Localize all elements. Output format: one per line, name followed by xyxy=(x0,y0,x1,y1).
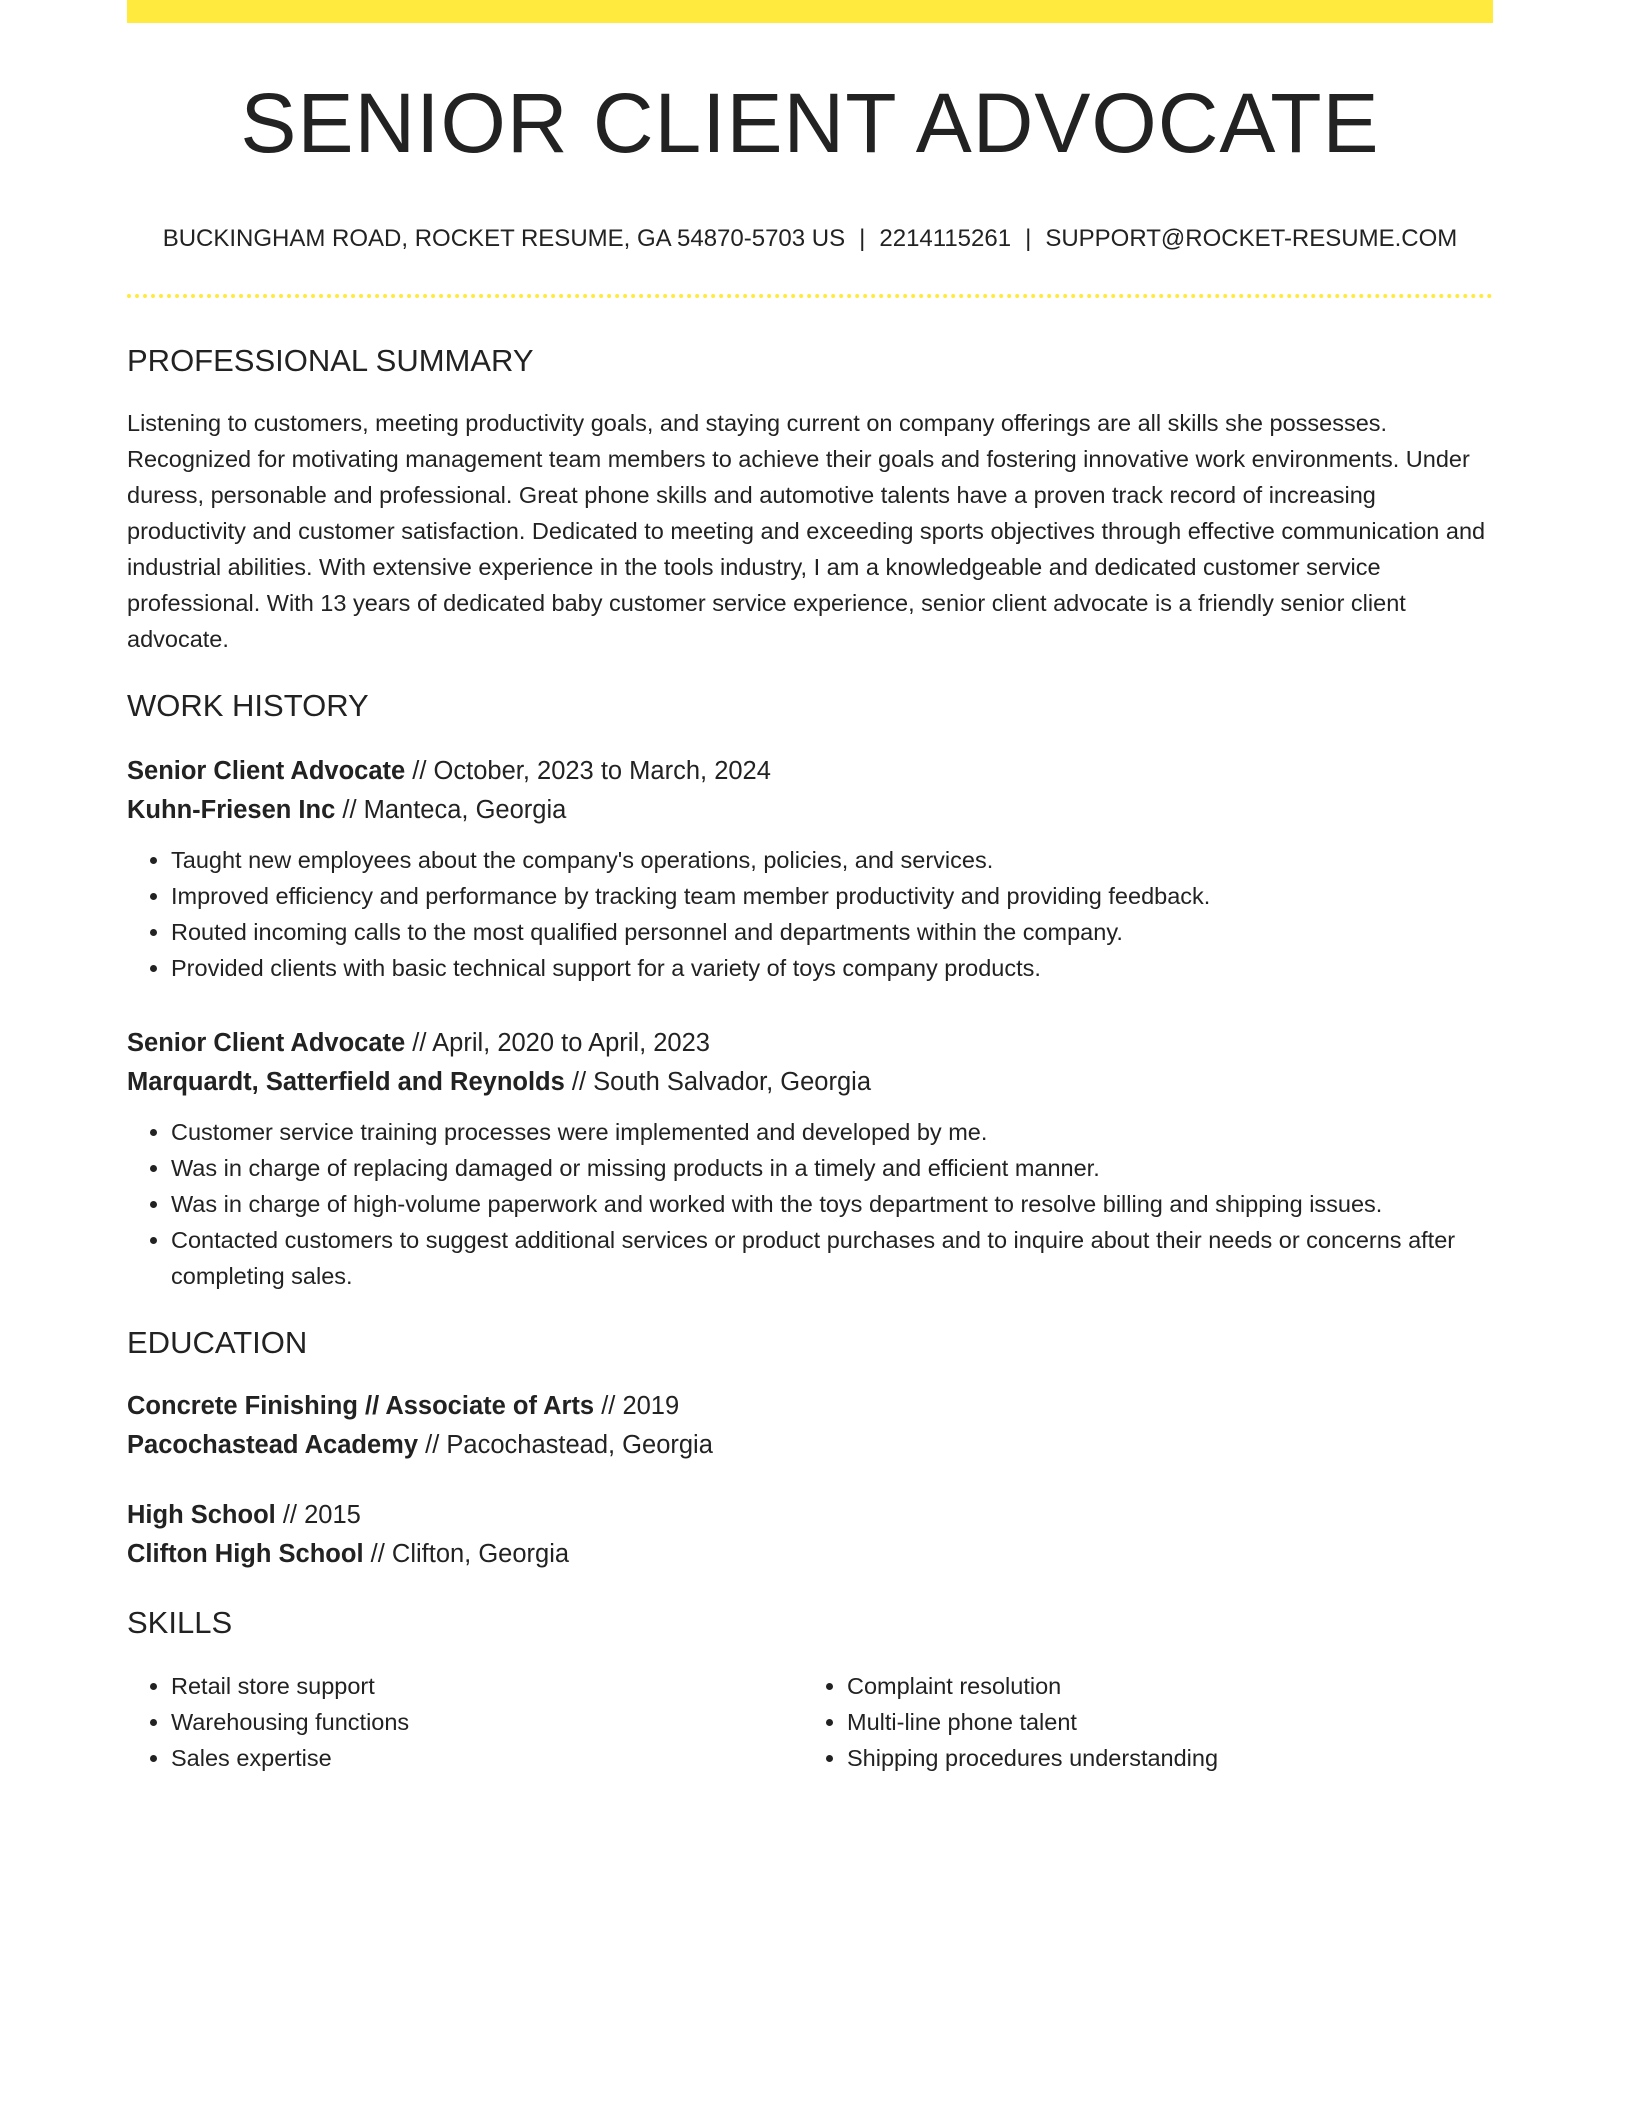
job-bullets xyxy=(127,842,1493,986)
job-entry xyxy=(127,752,1493,986)
job-entry xyxy=(127,1024,1493,1294)
summary-heading: PROFESSIONAL SUMMARY xyxy=(127,342,534,378)
education-degree: High School xyxy=(127,1501,276,1530)
education-school: Clifton High School xyxy=(127,1540,364,1569)
skills-heading: SKILLS xyxy=(127,1605,233,1641)
skills-list-left xyxy=(127,1668,801,1776)
job-role: Senior Client Advocate xyxy=(127,757,406,786)
dotted-divider xyxy=(127,294,1493,298)
contact-separator: | xyxy=(859,225,866,252)
job-company-line xyxy=(127,791,1493,830)
education-school-line xyxy=(127,1535,1493,1574)
education-degree-line xyxy=(127,1387,1493,1426)
list-item: • Provided clients with basic technical support for a variety of toys company products. xyxy=(171,950,1493,986)
contact-separator: | xyxy=(1025,225,1032,252)
list-item: • Multi-line phone talent xyxy=(847,1704,1477,1740)
education-year: // 2019 xyxy=(594,1392,680,1421)
resume-name: SENIOR CLIENT ADVOCATE xyxy=(240,76,1380,170)
list-item: • Warehousing functions xyxy=(171,1704,801,1740)
education-location: // Clifton, Georgia xyxy=(363,1540,570,1569)
list-item: • Was in charge of replacing damaged or missing products in a timely and efficient manner. xyxy=(171,1150,1493,1186)
education-entry xyxy=(127,1387,1493,1465)
skills-grid xyxy=(127,1668,1493,1776)
education-heading: EDUCATION xyxy=(127,1325,308,1361)
job-company: Kuhn-Friesen Inc xyxy=(127,796,336,825)
education-school: Pacochastead Academy xyxy=(127,1431,419,1460)
education-entry xyxy=(127,1496,1493,1574)
education-degree-line xyxy=(127,1496,1493,1535)
contact-email: SUPPORT@ROCKET-RESUME.COM xyxy=(1045,225,1458,252)
contact-phone: 2214115261 xyxy=(879,225,1012,252)
job-dates: // April, 2020 to April, 2023 xyxy=(405,1029,710,1058)
work-history-heading: WORK HISTORY xyxy=(127,687,369,723)
list-item: • Shipping procedures understanding xyxy=(847,1740,1477,1776)
contact-line xyxy=(127,225,1493,254)
education-school-line xyxy=(127,1426,1493,1465)
skills-list-right xyxy=(801,1668,1477,1776)
education-location: // Pacochastead, Georgia xyxy=(418,1431,713,1460)
list-item: • Sales expertise xyxy=(171,1740,801,1776)
job-company-line xyxy=(127,1063,1493,1102)
job-bullets xyxy=(127,1114,1493,1294)
list-item: • Routed incoming calls to the most qualified personnel and departments within the company. xyxy=(171,914,1493,950)
job-role: Senior Client Advocate xyxy=(127,1029,406,1058)
summary-text: Listening to customers, meeting productivity goals, and staying current on company offerings are all skills she possesses. Recognized for motivating management team members to achieve their goals and fostering innovative work environments. Under duress, personable and professional. Great phone skills and automotive talents have a proven track record of increasing productivity and customer satisfaction. Dedicated to meeting and exceeding sports objectives through effective communication and industrial abilities. With extensive experience in the tools industry, I am a knowledgeable and dedicated customer service professional. With 13 years of dedicated baby customer service experience, senior client advocate is a friendly senior client advocate. xyxy=(127,409,1486,652)
list-item: • Retail store support xyxy=(171,1668,801,1704)
job-dates: // October, 2023 to March, 2024 xyxy=(405,757,771,786)
job-title-line xyxy=(127,752,1493,791)
education-degree: Concrete Finishing // Associate of Arts xyxy=(127,1392,595,1421)
list-item: • Taught new employees about the company's operations, policies, and services. xyxy=(171,842,1493,878)
job-location: // South Salvador, Georgia xyxy=(564,1068,872,1097)
list-item: • Complaint resolution xyxy=(847,1668,1477,1704)
list-item: • Improved efficiency and performance by tracking team member productivity and providing feedback. xyxy=(171,878,1493,914)
job-title-line xyxy=(127,1024,1493,1063)
job-company: Marquardt, Satterfield and Reynolds xyxy=(127,1068,565,1097)
list-item: • Was in charge of high-volume paperwork and worked with the toys department to resolve billing and shipping issues. xyxy=(171,1186,1493,1222)
resume-page xyxy=(127,0,1493,1776)
list-item: • Contacted customers to suggest additional services or product purchases and to inquire about their needs or concerns after completing sales. xyxy=(171,1222,1493,1294)
education-year: // 2015 xyxy=(275,1501,361,1530)
list-item: • Customer service training processes were implemented and developed by me. xyxy=(171,1114,1493,1150)
contact-address: BUCKINGHAM ROAD, ROCKET RESUME, GA 54870-5703 US xyxy=(162,225,846,252)
job-location: // Manteca, Georgia xyxy=(335,796,567,825)
accent-top-bar xyxy=(127,0,1493,23)
